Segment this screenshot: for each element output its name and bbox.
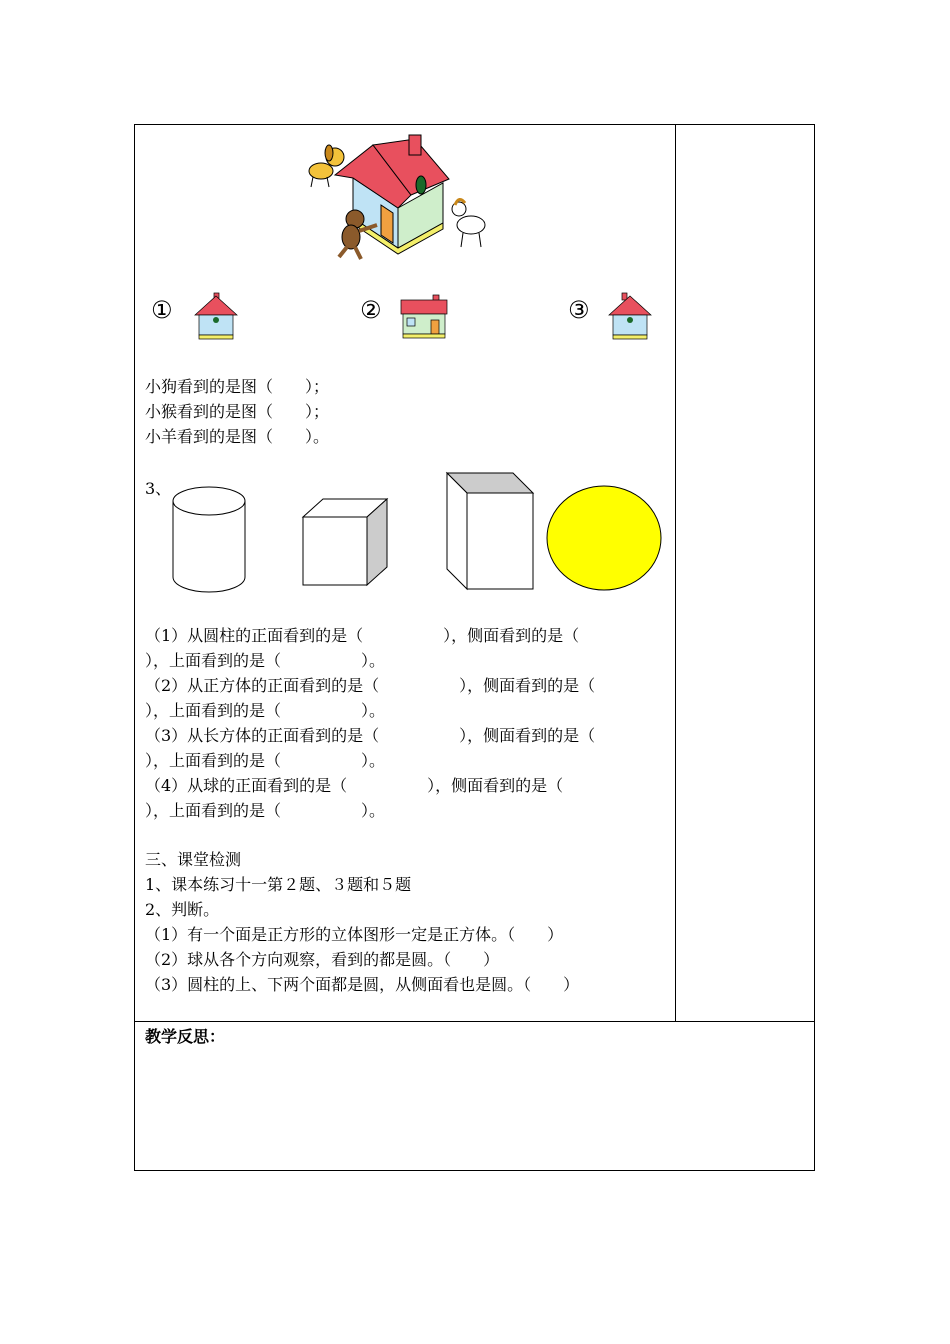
sphere-shape — [545, 485, 665, 591]
house-other-side-view-icon — [607, 293, 653, 341]
q3-line-2: ），上面看到的是（ ）。 — [145, 651, 386, 670]
view-label-2: ② — [360, 296, 382, 324]
q3-line-4: ），上面看到的是（ ）。 — [145, 701, 386, 720]
view-label-1: ① — [151, 296, 173, 324]
goat-question: 小羊看到的是图（ ）。 — [145, 427, 330, 446]
q3-line-8: ），上面看到的是（ ）。 — [145, 801, 386, 820]
cube-shape — [301, 497, 391, 589]
q3-label: 3、 — [145, 479, 172, 498]
cylinder-shape — [171, 485, 247, 595]
house-scene-illustration — [303, 133, 503, 263]
house-side-view-icon — [193, 293, 239, 341]
dog-question: 小狗看到的是图（ ）； — [145, 377, 330, 396]
lesson-table — [134, 124, 815, 1171]
q3-line-7: （4）从球的正面看到的是（ ），侧面看到的是（ — [145, 776, 564, 795]
section3-heading: 三、课堂检测 — [145, 850, 242, 869]
section3-line-4: （2）球从各个方向观察，看到的都是圆。（ ） — [145, 950, 500, 969]
section3-line-1: 1、课本练习十一第２题、３题和５题 — [145, 875, 412, 894]
house-front-view-icon — [401, 295, 449, 341]
cuboid-shape — [445, 471, 535, 591]
row-divider — [135, 1021, 814, 1022]
dog-figure — [309, 145, 344, 187]
section3-line-5: （3）圆柱的上、下两个面都是圆，从侧面看也是圆。（ ） — [145, 975, 580, 994]
q3-line-5: （3）从长方体的正面看到的是（ ），侧面看到的是（ — [145, 726, 596, 745]
q3-line-1: （1）从圆柱的正面看到的是（ ），侧面看到的是（ — [145, 626, 580, 645]
reflection-label: 教学反思： — [145, 1027, 226, 1046]
section3-line-2: 2、判断。 — [145, 900, 220, 919]
monkey-question: 小猴看到的是图（ ）； — [145, 402, 330, 421]
view-label-3: ③ — [568, 296, 590, 324]
column-divider — [675, 125, 676, 1021]
q3-line-6: ），上面看到的是（ ）。 — [145, 751, 386, 770]
q3-line-3: （2）从正方体的正面看到的是（ ），侧面看到的是（ — [145, 676, 596, 695]
section3-line-3: （1）有一个面是正方形的立体图形一定是正方体。（ ） — [145, 925, 564, 944]
goat-figure — [452, 199, 485, 247]
